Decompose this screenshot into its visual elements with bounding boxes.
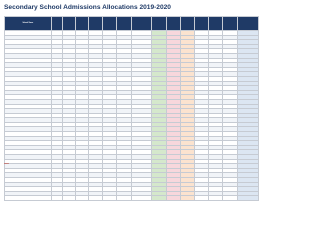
table-header-row — [5, 17, 259, 31]
table-cell — [76, 196, 89, 201]
table-cell — [166, 196, 180, 201]
column-header — [102, 17, 116, 31]
column-header — [180, 17, 194, 31]
column-header — [131, 17, 151, 31]
table-cell — [152, 196, 166, 201]
column-header — [166, 17, 180, 31]
table-row — [5, 196, 259, 201]
column-header — [76, 17, 89, 31]
column-header — [62, 17, 75, 31]
column-header — [116, 17, 131, 31]
column-header — [237, 17, 258, 31]
table-cell — [89, 196, 102, 201]
table-cell — [223, 196, 237, 201]
table-cell — [237, 196, 258, 201]
table-cell — [194, 196, 208, 201]
notes-section — [4, 163, 259, 166]
table-cell — [209, 196, 223, 201]
column-header: School Name — [5, 17, 52, 31]
table-cell — [62, 196, 75, 201]
allocations-table — [4, 16, 259, 201]
table-body — [5, 31, 259, 201]
school-name-cell — [5, 196, 52, 201]
table-cell — [102, 196, 116, 201]
notes-heading: Notes — [4, 163, 9, 165]
column-header — [51, 17, 62, 31]
table-cell — [180, 196, 194, 201]
column-header — [194, 17, 208, 31]
page-title: Secondary School Admissions Allocations 2019-2020 — [4, 4, 171, 11]
column-header — [152, 17, 166, 31]
column-header — [209, 17, 223, 31]
column-header — [223, 17, 237, 31]
table-cell — [131, 196, 151, 201]
table-cell — [116, 196, 131, 201]
table-cell — [51, 196, 62, 201]
column-header — [89, 17, 102, 31]
